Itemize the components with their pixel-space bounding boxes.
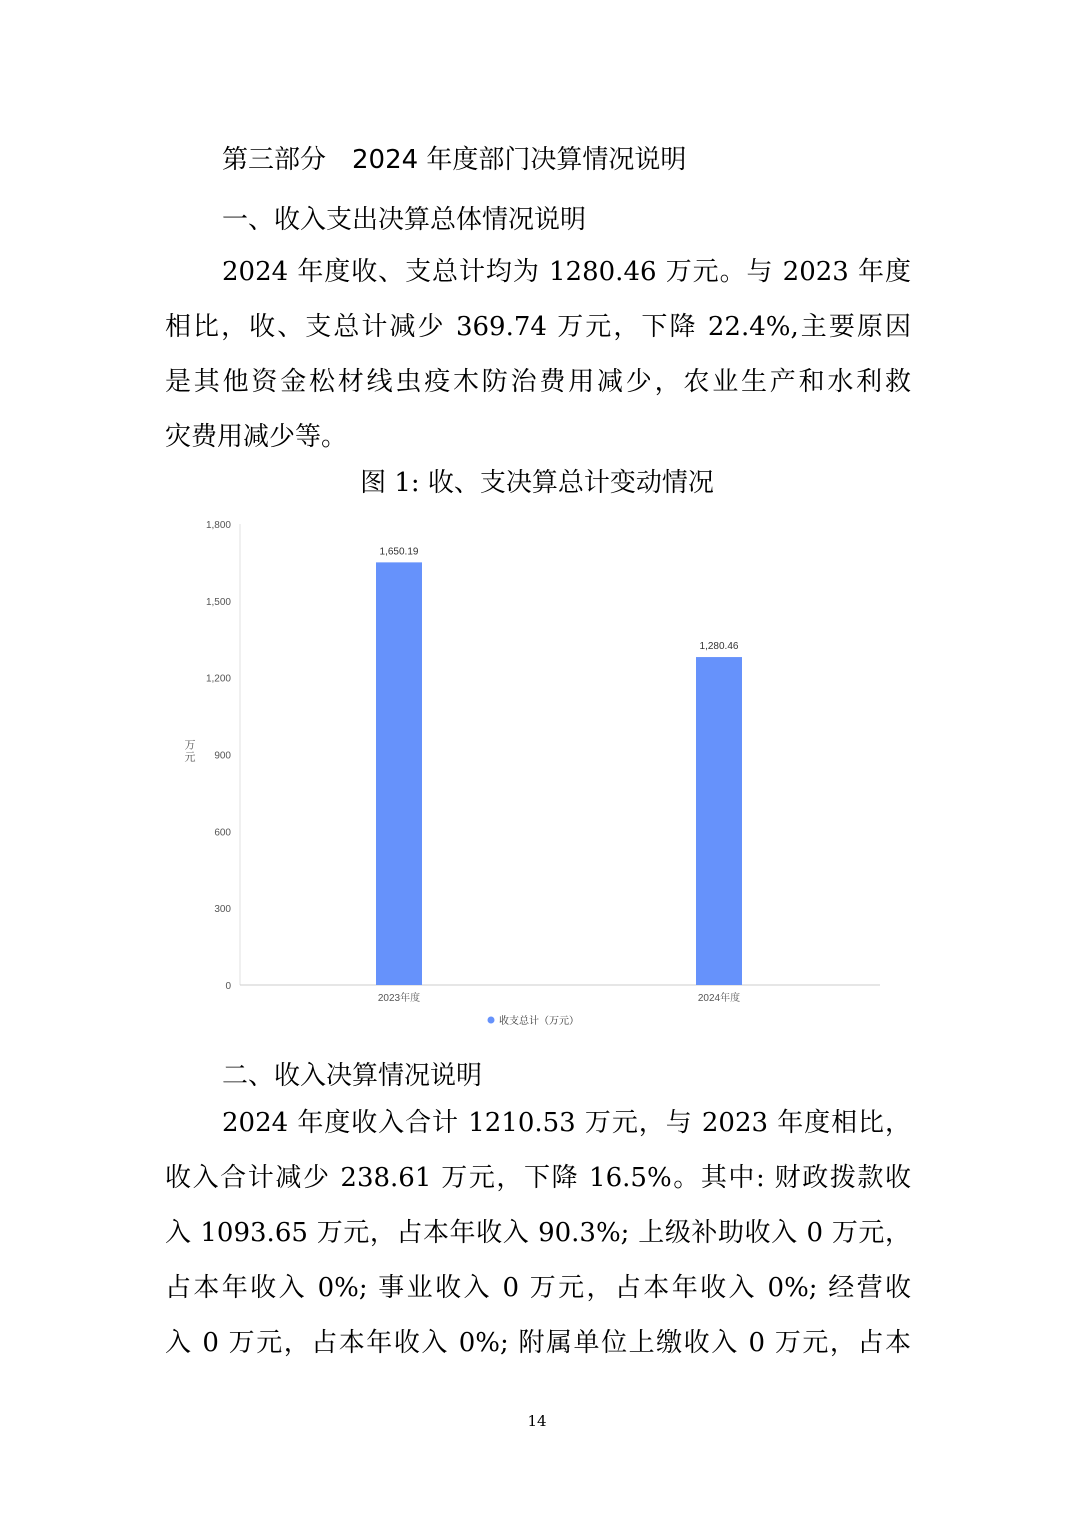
bar-1 bbox=[696, 657, 742, 985]
y-axis-label-char: 元 bbox=[184, 751, 196, 764]
paragraph-line: 2024 年度收入合计 1210.53 万元，与 2023 年度相比， bbox=[222, 1108, 911, 1138]
paragraph-line: 收入合计减少 238.61 万元，下降 16.5%。其中: 财政拨款收 bbox=[165, 1163, 911, 1193]
paragraph-line: 灾费用减少等。 bbox=[165, 422, 348, 452]
part-title: 第三部分 2024 年度部门决算情况说明 bbox=[222, 145, 687, 175]
legend-swatch bbox=[488, 1017, 495, 1024]
x-tick-label: 2024年度 bbox=[697, 993, 741, 1004]
y-tick-label: 1,500 bbox=[205, 596, 231, 608]
page-number: 14 bbox=[527, 1412, 547, 1430]
paragraph-line: 相比，收、支总计减少 369.74 万元，下降 22.4%,主要原因 bbox=[165, 312, 911, 342]
legend-label: 收支总计（万元） bbox=[499, 1016, 579, 1027]
section1-paragraph bbox=[165, 245, 911, 465]
paragraph-line: 占本年收入 0%; 事业收入 0 万元，占本年收入 0%; 经营收 bbox=[165, 1273, 911, 1303]
y-tick-label: 300 bbox=[214, 904, 231, 916]
y-axis-label bbox=[185, 739, 196, 764]
paragraph-line: 入 0 万元，占本年收入 0%; 附属单位上缴收入 0 万元，占本 bbox=[165, 1328, 911, 1358]
paragraph-line: 入 1093.65 万元，占本年收入 90.3%; 上级补助收入 0 万元， bbox=[165, 1218, 911, 1248]
y-axis-label-char: 万 bbox=[184, 739, 196, 752]
y-tick-label: 1,200 bbox=[205, 673, 231, 685]
bar-data-label: 1,280.46 bbox=[699, 641, 739, 653]
bar-0 bbox=[376, 562, 422, 985]
paragraph-line: 是其他资金松材线虫疫木防治费用减少，农业生产和水利救 bbox=[165, 367, 911, 397]
income-expense-chart bbox=[0, 505, 1074, 1040]
bars-group bbox=[376, 546, 742, 1004]
x-tick-label: 2023年度 bbox=[377, 993, 421, 1004]
paragraph-line: 2024 年度收、支总计均为 1280.46 万元。与 2023 年度 bbox=[222, 257, 911, 287]
y-tick-label: 0 bbox=[225, 981, 231, 992]
section2-heading: 二、收入决算情况说明 bbox=[222, 1061, 483, 1091]
y-axis-ticks bbox=[206, 520, 231, 992]
section1-heading: 一、收入支出决算总体情况说明 bbox=[222, 205, 587, 235]
y-tick-label: 1,800 bbox=[205, 520, 231, 531]
chart-legend bbox=[488, 1014, 580, 1027]
section2-paragraph bbox=[165, 1096, 911, 1371]
figure-caption: 图 1: 收、支决算总计变动情况 bbox=[360, 468, 714, 498]
y-tick-label: 600 bbox=[214, 827, 231, 839]
y-tick-label: 900 bbox=[214, 750, 231, 762]
bar-data-label: 1,650.19 bbox=[379, 546, 419, 558]
